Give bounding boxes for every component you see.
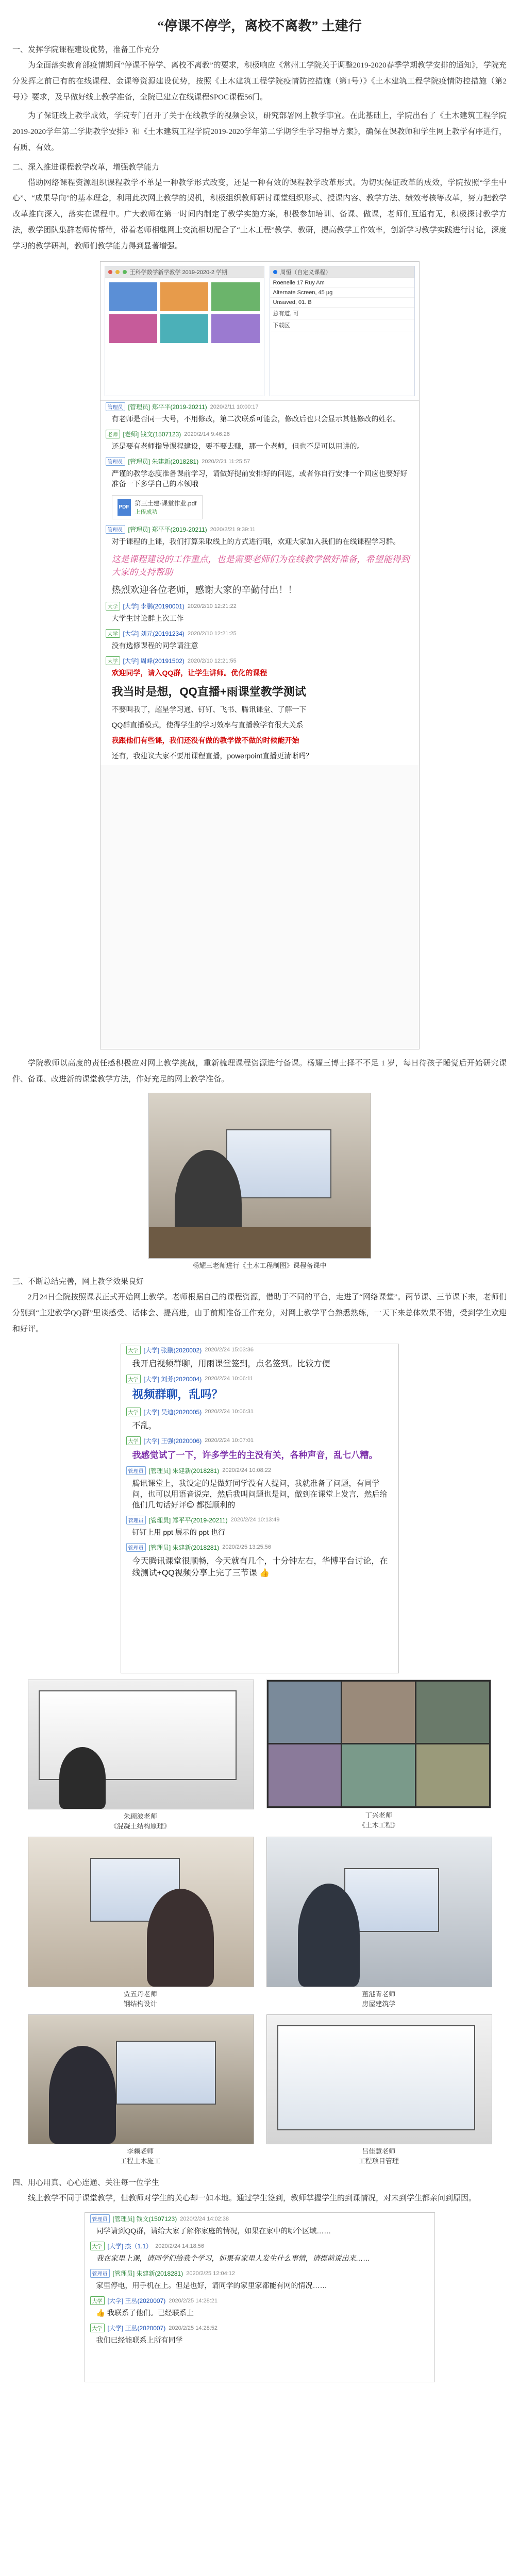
platform-window-left [105,266,264,396]
chat-log-1 [101,401,419,765]
chat-message: 今天腾讯课堂很顺畅，今天就有几个，十分钟左右，华博平台讨论，在线测试+QQ视频分享上完了三节课 👍 [132,1556,388,1578]
course-tile[interactable] [160,314,208,343]
timestamp: 2020/2/11 10:00:17 [210,403,259,410]
course-tile[interactable] [109,314,157,343]
timestamp: 2020/2/24 10:06:11 [205,1376,254,1382]
timestamp: 2020/2/24 14:02:38 [180,2215,229,2222]
section-4-heading: 四、用心用真、心心连通、关注每一位学生 [12,2178,160,2187]
pdf-file-icon: PDF [118,499,131,516]
photo-cell [28,1837,253,2009]
timestamp: 2020/2/10 12:21:22 [187,603,237,609]
section-4-para-1: 线上教学不同于课堂教学，但教师对学生的关心却一如本地。通过学生签到，教师掌握学生的到课情况，对未到学生都亲问到原因。 [28,2194,477,2202]
section-3-heading: 三、不断总结完善，网上教学效果良好 [12,1278,144,1286]
prep-photo-caption: 杨耀三老师进行《土木工程制图》课程备课中 [192,1261,327,1269]
list-item[interactable]: Unsaved, 01. B [270,298,414,308]
section-1-para-2: 为了保证线上教学成效，学院专门召开了关于在线教学的视频会议，研究部署网上教学事宜。在此基础上，学院出台了《土木建筑工程学院2019-2020学年第二学期教学安排》和《土木建筑工程学院2019-2020学年第二学期学生学习指导方案》，确保在课教师和学生网上教学有序进行，有质、有效。 [12,112,507,152]
chat-header [101,401,419,413]
chat-screenshot-1 [100,261,420,1049]
chat-screenshot-3 [85,2212,435,2382]
sender-name[interactable]: [大学] 王丛(2020007) [107,2297,166,2305]
chat-message: 钉钉上用 ppt 展示的 ppt 也行 [132,1528,225,1536]
chat-screenshot-2 [121,1344,399,1673]
chat-header [101,600,419,612]
teaching-photo [28,1680,254,1809]
sender-name[interactable]: [管理员] 郑平平(2019-20211) [128,403,207,411]
sender-name[interactable]: [大学] 李鹏(20190001) [123,603,185,611]
chat-message: 有老师是否同一大号，不用修改，第二次联系可能会，修改后也只会显示其他修改的姓名。 [111,415,400,423]
list-item[interactable]: Roenelle 17 Ruy Am [270,278,414,288]
timestamp: 2020/2/24 10:13:49 [230,1517,280,1523]
file-card[interactable] [112,495,203,519]
timestamp: 2020/2/25 12:04:12 [186,2270,236,2277]
video-tile [342,1682,415,1743]
chat-message: 我在家里上课，请同学们给我个学习，如果有家里人发生什么事情，请提前说出来…… [96,2254,371,2263]
chat-message: 同学请到QQ群，请给大家了解你家庭的情况，如果在家中的哪个区域…… [96,2227,331,2235]
photo-cell [266,2014,492,2166]
prep-photo [148,1093,371,1259]
video-tile [269,1682,341,1743]
role-tag: 大学 [126,1408,141,1416]
chat-message: 不乱， [132,1421,157,1430]
section-2-para-1: 借助网络课程资源组织课程教学不单是一种教学形式改变，还是一种有效的课程教学改革形式。为切实保证改革的成效，学院按照“学生中心”、“成果导向”的基本理念，利用此次网上教学的契机，积极组织教师研讨课堂组织形式、授课内容、教学方法、绩效考核等改革，努力把教学改革推向深入，落实在课程中。广大教师在第一时间内制定了教学实施方案，积极参加培训、备课、做课，老师们互通有无，积极探讨教学方法，教学团队集群老师传帮带，带着老师相继网上交流相切配合了“土木工程”教学、教研，提高教学工作效率，创新学习教学实践进行讨论，深度学习的教学研判，教师们教学能力得到显著增强。 [12,178,507,250]
role-tag: 管理员 [106,525,125,534]
photo-cell [28,1680,253,1832]
chat-message: 家里停电，用手机在上。但是也好，请同学的家里家都能有网的情况…… [96,2281,327,2290]
chat-header [101,428,419,440]
course-tiles [105,278,264,347]
teacher-figure [59,1747,106,1809]
video-tile [342,1744,415,1806]
role-tag: 管理员 [126,1543,146,1552]
photo-caption: 朱顾波老师 《混凝土结构原理》 [110,1812,171,1830]
teaching-photos [12,1680,507,2166]
chat-message: 大学生讨论群上次工作 [111,614,184,623]
photo-cell [266,1680,492,1832]
app-icon [273,270,277,274]
file-name: 第三土建-课堂作业.pdf [135,500,197,507]
course-tile[interactable] [160,282,208,311]
page-title: “停课不停学，离校不离教” 土建行 [157,19,362,33]
role-tag: 管理员 [90,2214,110,2223]
timestamp: 2020/2/24 10:06:31 [205,1409,254,1415]
role-tag: 大学 [106,629,120,638]
sender-name[interactable]: [管理员] 钱文(1507123) [112,2215,177,2223]
role-tag: 大学 [90,2296,105,2305]
timestamp: 2020/2/24 15:03:36 [205,1347,254,1353]
timestamp: 2020/2/24 14:18:56 [155,2243,204,2249]
sender-name[interactable]: [老师] 钱文(1507123) [123,431,181,438]
sender-name[interactable]: [管理员] 朱建新(2018281) [112,2270,183,2278]
role-tag: 管理员 [126,1516,146,1524]
sender-name[interactable]: [大学] 刘元(20191234) [123,630,185,638]
close-dot-icon [108,270,112,274]
section-3-para-1: 2月24日全院按照课表正式开始网上教学。老师根据自己的课程资源，借助于不同的平台，走进了“网络课堂”。两节课、三节课下来，老师们分别到“主建教学QQ群”里谈感受、话体会、提高进，由于前期准备工作充分，对网上教学平台熟悉熟练，一天下来总体效果不错，受到学生欢迎和好评。 [12,1293,507,1333]
platform-window-right [270,266,415,396]
screen-graphic [277,2025,475,2130]
chat-message-highlight: 视频群聊，乱吗？ [132,1387,223,1401]
chat-header [121,1541,398,1553]
photo-caption: 贾五丹老师 钢结构设计 [123,1990,157,2008]
chat-message: 不要叫我了，超星学习通、钉钉、飞书、腾讯课堂、了解一下 [111,705,307,714]
browser-bar-left [105,266,264,278]
chat-message-highlight: 我跟他们有些课，我们还没有做的教学做不做的时候能开始 [111,736,299,745]
minimize-dot-icon [115,270,120,274]
chat-message: 👍 我联系了他们。已经联系上 [96,2309,194,2317]
chat-header [101,655,419,667]
video-tile [416,1682,489,1743]
role-tag: 管理员 [106,402,125,411]
chat-header [85,2213,434,2225]
teacher-figure [49,2046,116,2144]
chat-message: 腾讯课堂上，我设定的是做好同学没有人提问，我就准备了问题，有同学问，也可以用语音说完，然后我叫问题也是问，做到在课堂上发言，然后给他们几句话好评😊 都挺顺利的 [132,1479,388,1510]
list-item[interactable]: 总有道, 可 [270,308,414,319]
chat-message: 对于课程的上课，我们打算采取线上的方式进行哦，欢迎大家加入我们的在线课程学习群。 [111,537,400,546]
chat-header [101,455,419,467]
photo-caption: 李赖老师 工程土木施工 [120,2147,161,2165]
sender-name[interactable]: [管理员] 郑平平(2019-20211) [148,1516,228,1524]
sender-name[interactable]: [管理员] 郑平平(2019-20211) [128,526,207,534]
sender-name[interactable]: [大学] 王丛(2020007) [107,2325,166,2332]
chat-header [121,1373,398,1385]
monitor-graphic [226,1129,331,1198]
teaching-photo [266,2014,493,2144]
chat-message: 没有选修课程的同学请注意 [111,641,198,650]
role-tag: 老师 [106,430,120,438]
maximize-dot-icon [123,270,127,274]
section-2-heading: 二、深入推进课程教学改革，增强教学能力 [12,163,160,172]
monitor-graphic [116,2041,216,2105]
prep-photo-block [12,1093,507,1271]
chat-header [121,1435,398,1447]
chat-header [121,1465,398,1477]
role-tag: 大学 [106,602,120,611]
sender-name[interactable]: [管理员] 朱建新(2018281) [148,1544,220,1551]
chat-message: 我开启视频群聊，用雨课堂签到，点名签到。比较方便 [132,1359,330,1368]
timestamp: 2020/2/10 12:21:25 [187,630,237,637]
list-item[interactable]: Alternate Screen, 45 μg [270,288,414,298]
course-tile[interactable] [211,314,259,343]
teaching-photo [28,2014,254,2144]
photo-cell [266,1837,492,2009]
chat-message: 我们已经能联系上所有同学 [96,2336,183,2345]
video-grid-photo [266,1680,492,1808]
role-tag: 管理员 [126,1466,146,1475]
role-tag: 管理员 [106,457,125,466]
sender-name[interactable]: [管理员] 朱建新(2018281) [128,458,199,466]
role-tag: 大学 [90,2242,105,2250]
sender-name[interactable]: [大学] 周峰(20191502) [123,657,185,665]
teaching-photo [28,1837,254,1987]
photo-cell [28,2014,253,2166]
left-window-title: 王科学数学新学教学 2019-2020-2 学期 [129,269,227,276]
timestamp: 2020/2/21 11:25:57 [202,458,250,465]
chat-message: QQ群直播模式，使得学生的学习效率与直播教学有很大关系 [111,721,304,730]
sender-name[interactable]: [大学] 杰（1.1） [107,2243,153,2250]
chat-header [121,1514,398,1526]
chat-header [85,2267,434,2279]
role-tag: 大学 [106,656,120,665]
applause-message: 热烈欢迎各位老师，感谢大家的辛勤付出！！ [111,585,297,596]
photo-caption: 丁兴老师 《土木工程》 [358,1811,399,1829]
desk-graphic [149,1227,371,1258]
timestamp: 2020/2/24 10:07:01 [205,1437,254,1444]
list-item[interactable]: 下载区 [270,319,414,331]
timestamp: 2020/2/14 9:46:26 [184,431,230,437]
role-tag: 大学 [126,1375,141,1383]
chat-message-highlight: 欢迎同学，请入QQ群，让学生讲师。优化的课程 [111,669,267,677]
chat-header [85,2240,434,2252]
course-tile[interactable] [109,282,157,311]
sender-name[interactable]: [大学] 刘芳(2020004) [143,1375,202,1383]
test-message: 我当时是想，QQ直播+雨课堂教学测试 [111,685,306,699]
timestamp: 2020/2/25 13:25:56 [222,1544,272,1550]
timestamp: 2020/2/25 14:28:52 [169,2325,218,2331]
browser-bar-right [270,266,414,278]
role-tag: 大学 [126,1436,141,1445]
course-tile[interactable] [211,282,259,311]
timestamp: 2020/2/21 9:39:11 [210,526,256,533]
sender-name[interactable]: [大学] 吴迪(2020005) [143,1408,202,1416]
timestamp: 2020/2/24 10:08:22 [222,1467,272,1473]
right-window-title: 周恒（自定义课程） [280,269,331,276]
timestamp: 2020/2/25 14:28:21 [169,2297,218,2304]
video-tile [416,1744,489,1806]
role-tag: 管理员 [90,2269,110,2278]
colorful-message: 这是课程建设的工作重点，也是需要老师们为在线教学做好准备，希望能得到大家的支持帮助 [111,554,410,578]
file-status: 上传成功 [135,509,158,516]
teacher-figure [147,1889,214,1987]
sender-name[interactable]: [管理员] 朱建新(2018281) [148,1467,220,1475]
sender-name[interactable]: [大学] 王强(2020006) [143,1437,202,1445]
section-1-para-1: 为全面落实教育部疫情期间“停课不停学、离校不离教”的要求，积极响应《常州工学院关于调整2019-2020春季学期教学安排的通知》，学院充分发挥之前已有的在线课程、金课等资源建设优势，按照《土木建筑工程学院疫情防控措施（第1号）》《土木建筑工程学院疫情防控措施（第2号）》要求，及早做好线上教学准备，全院已建立在线课程SPOC课程56门。 [12,61,507,101]
teacher-figure [298,1884,360,1987]
role-tag: 大学 [90,2324,105,2332]
timestamp: 2020/2/10 12:21:55 [187,657,237,664]
sender-name[interactable]: [大学] 张鹏(2020002) [143,1346,202,1354]
photo-caption: 董港青老师 房屋建筑学 [362,1990,396,2008]
chat-message-highlight: 我感觉试了一下，许多学生的主没有关，各种声音，乱七八糟。 [132,1450,378,1460]
chat-header [85,2295,434,2307]
chat-header [121,1406,398,1418]
role-tag: 大学 [126,1346,141,1354]
chat-message: 还是要有老师指导课程建设，要不要去赚，那一个老师，但也不是可以用讲的。 [111,442,364,451]
chat-message: 还有，我建议大家不要用课程直播，powerpoint直播更清晰吗？ [111,752,313,760]
chat-header [101,628,419,639]
resource-list [270,278,414,331]
chat-header [85,2322,434,2334]
section-2-para-2: 学院教师以高度的责任感积极应对网上教学挑战，重新梳理课程资源进行备课。杨耀三博士择不不足 1 岁，每日待孩子睡觉后开始研究课件、备课、改进新的课堂教学方法，作好充足的网上教学准备。 [12,1059,507,1083]
teaching-photo [266,1837,493,1987]
section-1-heading: 一、发挥学院课程建设优势，准备工作充分 [12,46,160,54]
chat-header [101,523,419,535]
video-tile [269,1744,341,1806]
photo-caption: 吕佳慧老师 工程项目管理 [358,2147,399,2165]
chat-header [121,1344,398,1356]
chat-message: 严谨的教学态度准备课前学习，请做好提前安排好的问题，或者你自行安排一个回应也要好好准备一下多学自己的本领哦 [111,469,408,488]
